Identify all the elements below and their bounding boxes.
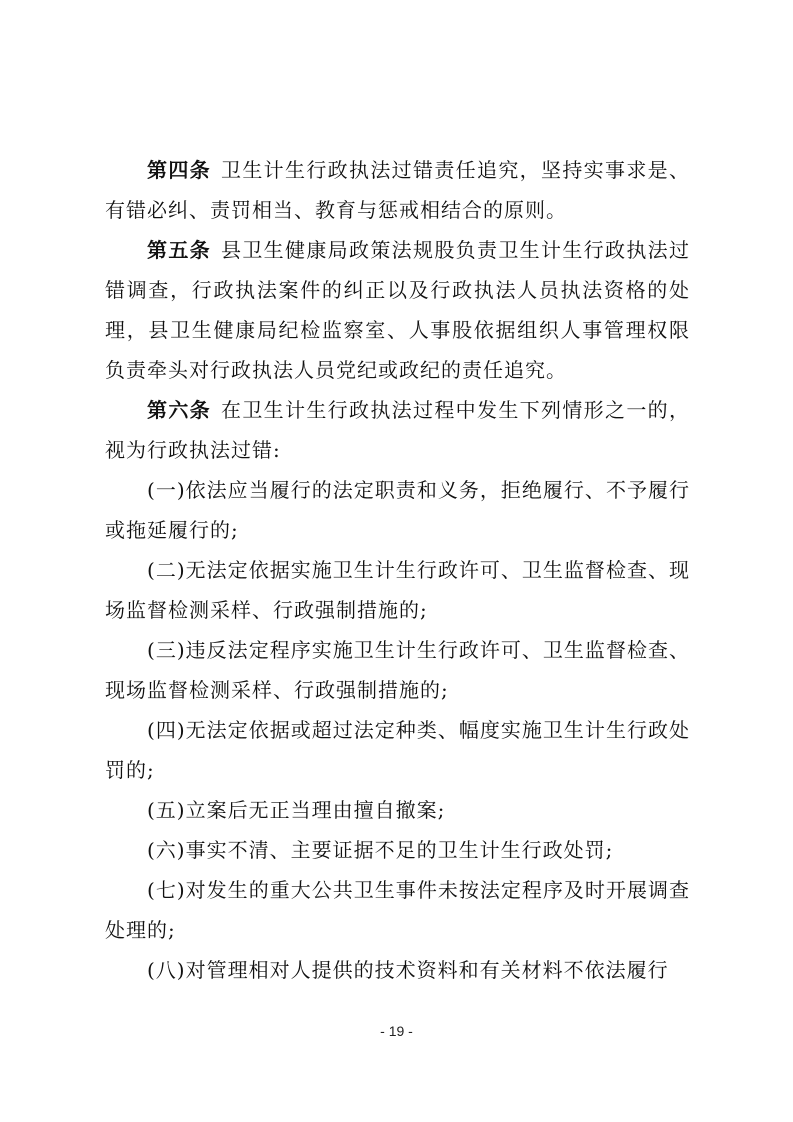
article-5-text: 县卫生健康局政策法规股负责卫生计生行政执法过错调查，行政执法案件的纠正以及行政执法人员执法资格的处理，县卫生健康局纪检监察室、人事股依据组织人事管理权限负责牵头对行政执法人员党纪或政纪的责任追究。 — [105, 238, 690, 382]
body-text — [105, 150, 690, 990]
list-item-4: (四)无法定依据或超过法定种类、幅度实施卫生计生行政处罚的; — [105, 718, 690, 782]
list-item-5: (五)立案后无正当理由擅自撤案; — [147, 798, 446, 822]
article-4-text: 卫生计生行政执法过错责任追究，坚持实事求是、有错必纠、责罚相当、教育与惩戒相结合的原则。 — [105, 158, 690, 222]
list-item-2: (二)无法定依据实施卫生计生行政许可、卫生监督检查、现场监督检测采样、行政强制措施的; — [105, 558, 690, 622]
article-5-label: 第五条 — [147, 238, 211, 262]
list-item-7: (七)对发生的重大公共卫生事件未按法定程序及时开展调查处理的; — [105, 878, 690, 942]
list-item-8: (八)对管理相对人提供的技术资料和有关材料不依法履行 — [147, 958, 669, 982]
article-6-label: 第六条 — [147, 398, 211, 422]
article-4-label: 第四条 — [147, 158, 211, 182]
article-6-text: 在卫生计生行政执法过程中发生下列情形之一的，视为行政执法过错: — [105, 398, 690, 462]
list-item-6: (六)事实不清、主要证据不足的卫生计生行政处罚; — [147, 838, 614, 862]
page-number: - 19 - — [380, 1023, 413, 1039]
list-item-3: (三)违反法定程序实施卫生计生行政许可、卫生监督检查、现场监督检测采样、行政强制措施的; — [105, 638, 690, 702]
article-5 — [105, 230, 690, 390]
article-4 — [105, 150, 690, 230]
list-item-1: (一)依法应当履行的法定职责和义务，拒绝履行、不予履行或拖延履行的; — [105, 478, 690, 542]
article-6 — [105, 390, 690, 470]
